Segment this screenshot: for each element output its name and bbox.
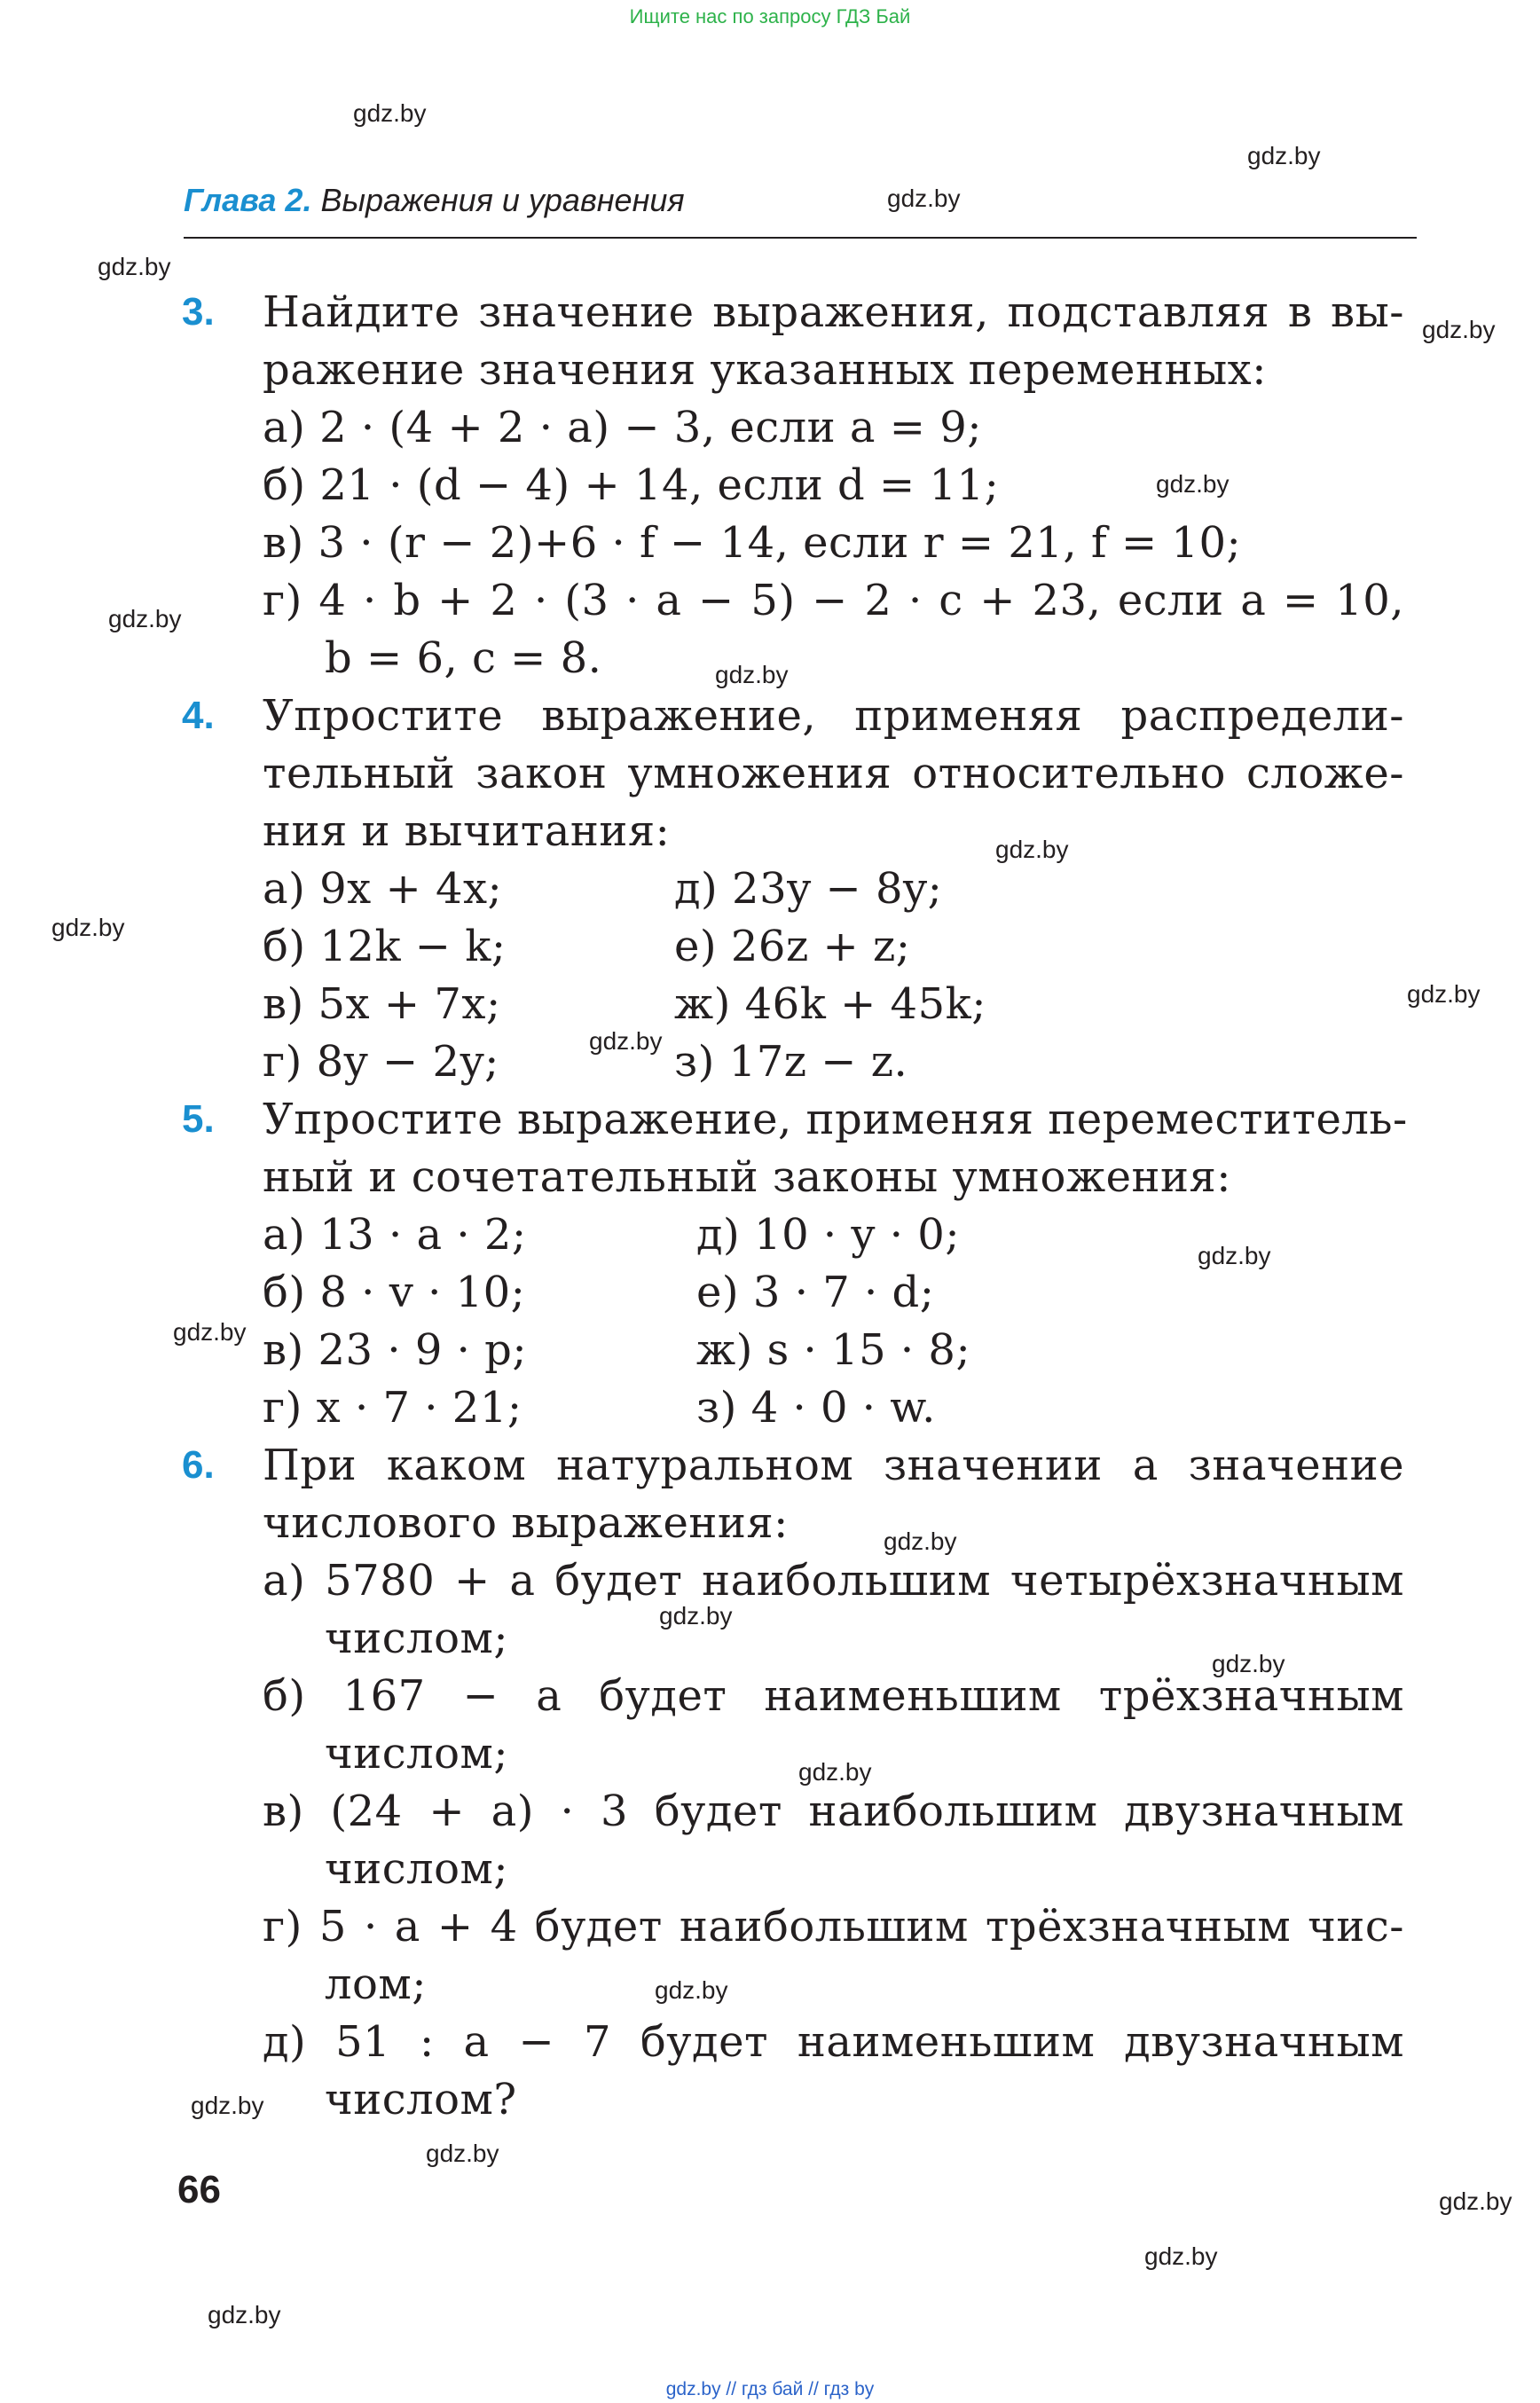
exercise-6-line: д) 51 : a − 7 будет наименьшим двузначным	[263, 2017, 1404, 2067]
exercise-5-item: з) 4 · 0 · w.	[696, 1383, 936, 1433]
exercise-5-line: ный и сочетательный законы умножения:	[263, 1152, 1231, 1202]
exercise-4-item: д) 23y − 8y;	[674, 864, 943, 914]
watermark: gdz.by	[208, 2301, 281, 2328]
watermark: gdz.by	[655, 1976, 728, 2004]
watermark: gdz.by	[715, 661, 789, 688]
footer-links[interactable]: gdz.by // гдз бай // гдз by	[665, 2379, 875, 2399]
watermark: gdz.by	[1439, 2187, 1512, 2215]
page-number: 66	[177, 2168, 221, 2211]
exercise-6-line: числом;	[325, 1844, 509, 1894]
chapter-title: Выражения и уравнения	[320, 182, 685, 218]
watermark: gdz.by	[108, 605, 182, 632]
exercise-6-line: а) 5780 + a будет наибольшим четырёхзначным	[263, 1556, 1404, 1606]
exercise-4-item: е) 26z + z;	[674, 922, 911, 971]
exercise-6-line: При каком натуральном значении a значение	[263, 1441, 1404, 1490]
watermark: gdz.by	[589, 1027, 663, 1055]
exercise-5-item: б) 8 · v · 10;	[263, 1268, 526, 1317]
exercise-5-item: в) 23 · 9 · p;	[263, 1325, 528, 1375]
watermark: gdz.by	[884, 1527, 957, 1555]
exercise-4-item: в) 5x + 7x;	[263, 979, 501, 1029]
chapter-number: Глава 2.	[184, 182, 312, 218]
exercise-3-line: б) 21 · (d − 4) + 14, если d = 11;	[263, 460, 1000, 510]
exercise-3-line: Найдите значение выражения, подставляя в вы-	[263, 287, 1404, 337]
exercise-5-item: ж) s · 15 · 8;	[696, 1325, 971, 1375]
watermark: gdz.by	[887, 185, 961, 212]
exercise-4-line: Упростите выражение, применяя распредели-	[263, 691, 1404, 741]
watermark: gdz.by	[659, 1602, 733, 1629]
exercise-6-line: лом;	[325, 1959, 427, 2009]
chapter-header	[184, 182, 1417, 239]
exercise-3-number: 3.	[182, 290, 215, 334]
exercise-5-item: г) x · 7 · 21;	[263, 1383, 522, 1433]
watermark: gdz.by	[1198, 1242, 1271, 1269]
exercise-6-line: в) (24 + a) · 3 будет наибольшим двузначным	[263, 1787, 1404, 1836]
exercise-4-item: ж) 46k + 45k;	[674, 979, 986, 1029]
exercise-6-line: числового выражения:	[263, 1498, 789, 1548]
top-banner[interactable]: Ищите нас по запросу ГДЗ Бай	[629, 5, 911, 27]
exercise-6-line: б) 167 − a будет наименьшим трёхзначным	[263, 1671, 1404, 1721]
watermark: gdz.by	[1144, 2242, 1218, 2270]
watermark: gdz.by	[798, 1758, 872, 1786]
watermark: gdz.by	[1407, 980, 1481, 1008]
exercise-5-item: д) 10 · y · 0;	[696, 1210, 960, 1260]
watermark: gdz.by	[98, 253, 171, 280]
exercise-4-item: б) 12k − k;	[263, 922, 507, 971]
watermark: gdz.by	[1156, 470, 1230, 498]
watermark: gdz.by	[995, 836, 1069, 863]
exercise-5-line: Упростите выражение, применяя переместитель-	[263, 1095, 1408, 1144]
watermark: gdz.by	[353, 99, 427, 127]
watermark: gdz.by	[1247, 142, 1321, 169]
exercise-3-line: а) 2 · (4 + 2 · a) − 3, если a = 9;	[263, 403, 982, 452]
exercise-3-line: b = 6, c = 8.	[325, 633, 602, 683]
exercise-6-line: г) 5 · a + 4 будет наибольшим трёхзначным чис-	[263, 1902, 1404, 1951]
exercise-6-line: числом;	[325, 1614, 509, 1663]
watermark: gdz.by	[51, 914, 125, 941]
exercise-3-line: в) 3 · (r − 2)+6 · f − 14, если r = 21, f = 10;	[263, 518, 1242, 568]
watermark: gdz.by	[1212, 1650, 1285, 1677]
watermark: gdz.by	[426, 2140, 499, 2167]
exercise-3-line: г) 4 · b + 2 · (3 · a − 5) − 2 · c + 23, если a = 10,	[263, 576, 1404, 625]
watermark: gdz.by	[191, 2092, 264, 2119]
exercise-4-line: ния и вычитания:	[263, 806, 671, 856]
exercise-6-line: числом?	[325, 2075, 517, 2124]
exercise-4-item: з) 17z − z.	[674, 1037, 908, 1087]
exercise-4-number: 4.	[182, 694, 215, 737]
exercise-5-item: е) 3 · 7 · d;	[696, 1268, 935, 1317]
exercise-3-line: ражение значения указанных переменных:	[263, 345, 1267, 395]
watermark: gdz.by	[173, 1318, 247, 1346]
exercise-6-line: числом;	[325, 1729, 509, 1779]
exercise-4-line: тельный закон умножения относительно сложе-	[263, 749, 1404, 798]
exercise-4-item: а) 9x + 4x;	[263, 864, 503, 914]
exercise-6-number: 6.	[182, 1443, 215, 1487]
exercise-4-item: г) 8y − 2y;	[263, 1037, 499, 1087]
watermark: gdz.by	[1422, 316, 1496, 343]
exercise-5-number: 5.	[182, 1097, 215, 1141]
exercise-5-item: а) 13 · a · 2;	[263, 1210, 527, 1260]
